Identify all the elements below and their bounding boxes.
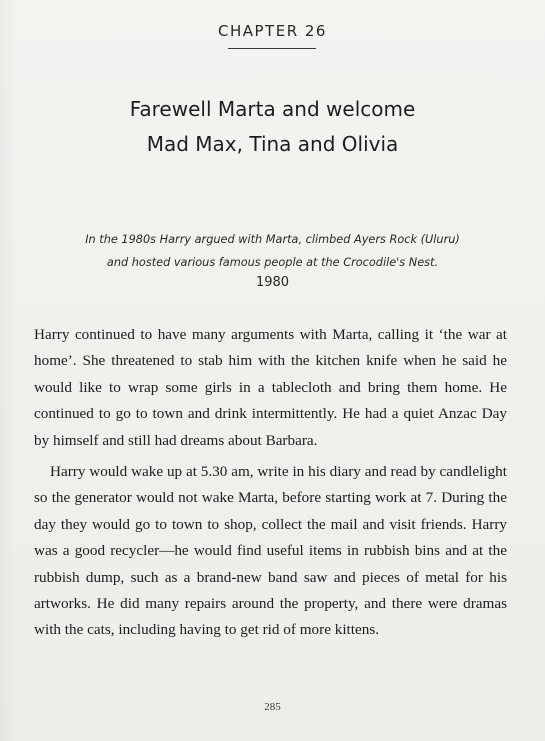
paragraph-2: Harry would wake up at 5.30 am, write in his diary and read by candlelight so the generator would not wake Marta, before starting work at 7. During the day they would go to town to shop, collect the mail and visit friends. Harry was a good recycler—he would find useful items in rubbish bins and at the rubbish dump, such as a brand-new band saw and pieces of metal for his artworks. He did many repairs around the property, and there were dramas with the cats, including having to get rid of more kittens.	[34, 463, 507, 639]
page-number: 285	[264, 701, 281, 713]
chapter-title-line-1: Farewell Marta and welcome	[129, 97, 416, 121]
chapter-divider	[228, 48, 316, 49]
chapter-summary	[0, 228, 545, 274]
body-text	[34, 322, 507, 644]
section-year-heading: 1980	[255, 275, 290, 290]
chapter-label: CHAPTER 26	[218, 22, 327, 40]
chapter-summary-line-1: In the 1980s Harry argued with Marta, climbed Ayers Rock (Uluru)	[85, 233, 460, 246]
chapter-title	[0, 92, 545, 162]
chapter-title-line-2: Mad Max, Tina and Olivia	[146, 132, 399, 156]
chapter-summary-line-2: and hosted various famous people at the Crocodile's Nest.	[106, 256, 439, 269]
paragraph-1: Harry continued to have many arguments with Marta, calling it ‘the war at home’. She threatened to stab him with the kitchen knife when he said he would like to wrap some girls in a tablecloth and bring them home. He continued to go to town and drink intermittently. He had a quiet Anzac Day by himself and still had dreams about Barbara.	[34, 326, 507, 449]
